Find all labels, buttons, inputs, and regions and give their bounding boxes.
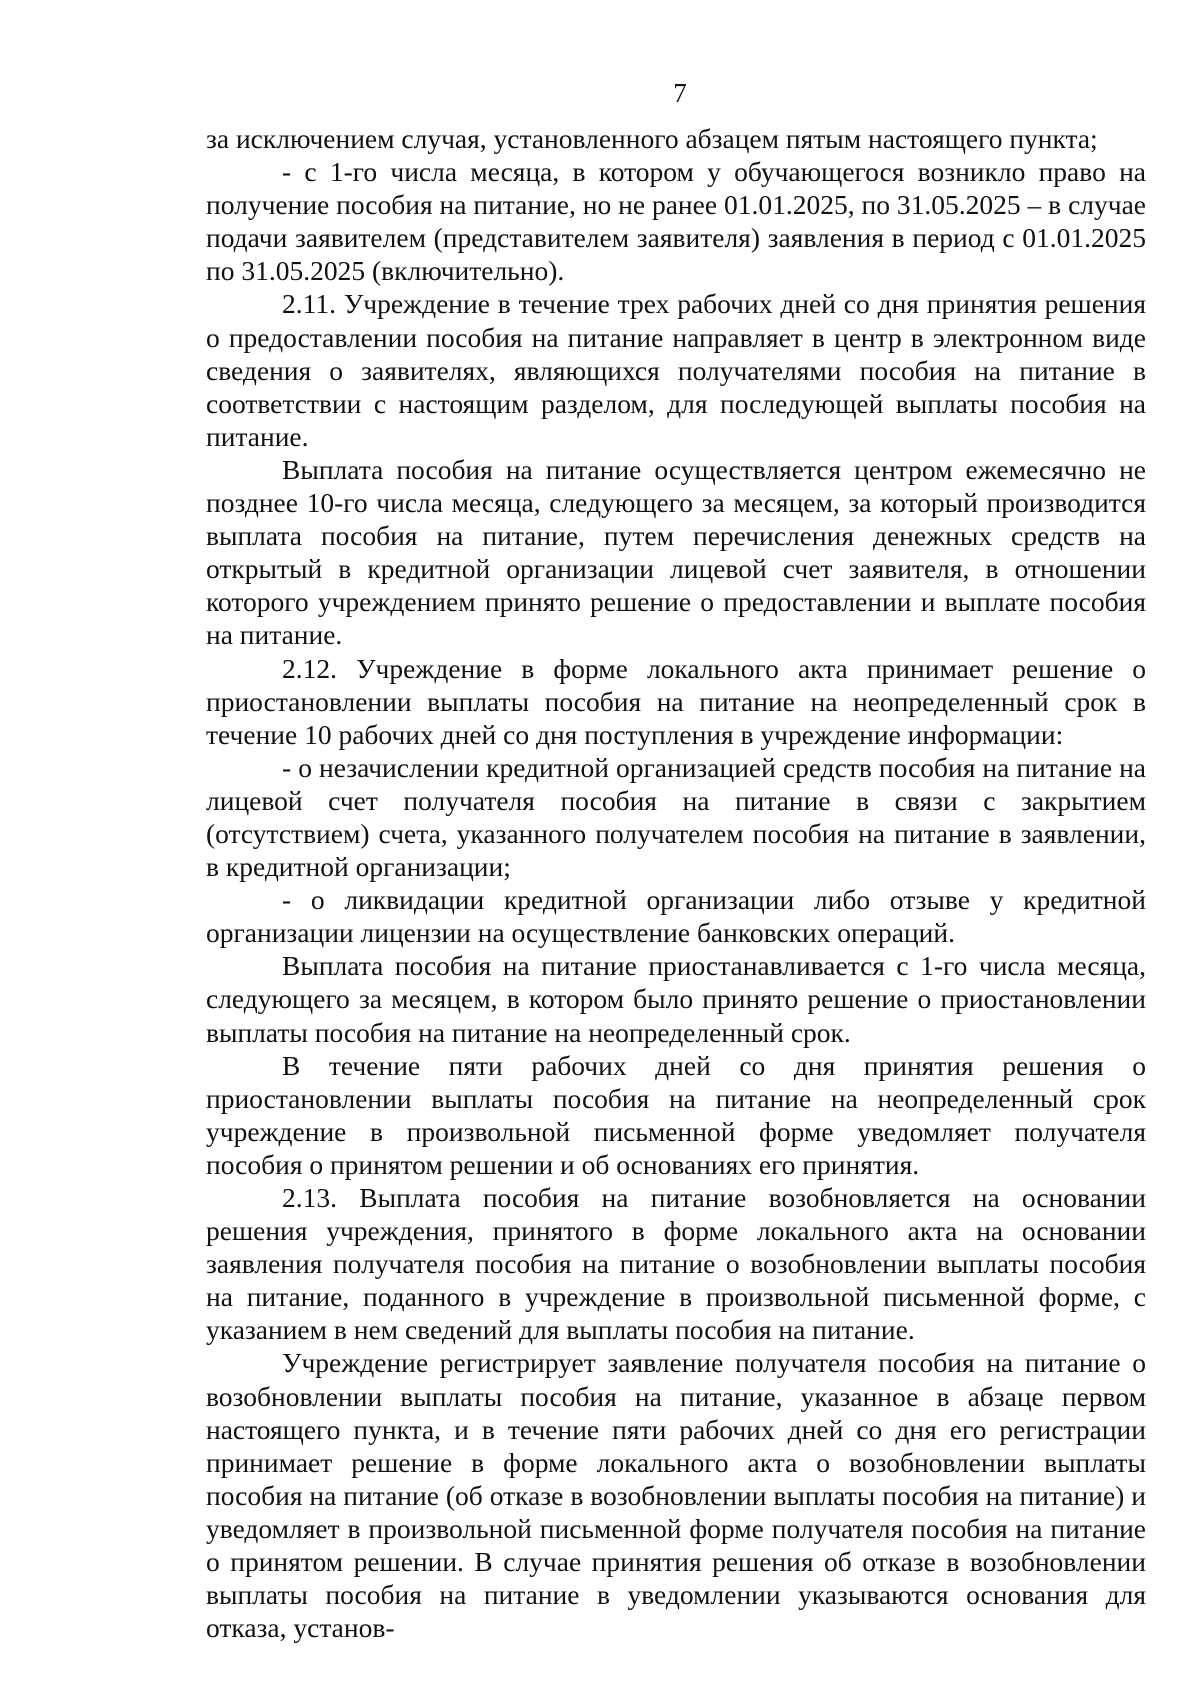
- document-body: [206, 122, 1146, 1644]
- paragraph: - о ликвидации кредитной организации либо отзыве у кредитной организации лицензии на осуществление банковских операций.: [206, 884, 1146, 949]
- paragraph-2-11: 2.11. Учреждение в течение трех рабочих дней со дня принятия решения о предоставлении пособия на питание направляет в центр в электронном виде сведения о заявителях, являющихся получателями пособия на питание в соответствии с настоящим разделом, для последующей выплаты пособия на питание.: [206, 288, 1146, 452]
- paragraph: - о незачислении кредитной организацией средств пособия на питание на лицевой счет получателя пособия на питание в связи с закрытием (отсутствием) счета, указанного получателем пособия на питание в заявлении, в кредитной организации;: [206, 751, 1146, 883]
- paragraph: Выплата пособия на питание приостанавливается с 1-го числа месяца, следующего за месяцем, в котором было принято решение о приостановлении выплаты пособия на питание на неопределенный срок.: [206, 950, 1146, 1048]
- page-number: 7: [673, 78, 687, 108]
- paragraph: - с 1-го числа месяца, в котором у обучающегося возникло право на получение пособия на питание, но не ранее 01.01.2025, по 31.05.2025 – в случае подачи заявителем (представителем заявителя) заявления в период с 01.01.2025 по 31.05.2025 (включительно).: [206, 156, 1146, 287]
- paragraph: Выплата пособия на питание осуществляется центром ежемесячно не позднее 10-го числа месяца, следующего за месяцем, за который производится выплата пособия на питание, путем перечисления денежных средств на открытый в кредитной организации лицевой счет заявителя, в отношении которого учреждением принято решение о предоставлении и выплате пособия на питание.: [206, 453, 1146, 651]
- paragraph: В течение пяти рабочих дней со дня принятия решения о приостановлении выплаты пособия на питание на неопределенный срок учреждение в произвольной письменной форме уведомляет получателя пособия о принятом решении и об основаниях его принятия.: [206, 1049, 1146, 1180]
- paragraph: Учреждение регистрирует заявление получателя пособия на питание о возобновлении выплаты пособия на питание, указанное в абзаце первом настоящего пункта, и в течение пяти рабочих дней со дня его регистрации принимает решение в форме локального акта о возобновлении выплаты пособия на питание (об отказе в возобновлении выплаты пособия на питание) и уведомляет в произвольной письменной форме получателя пособия на питание о принятом решении. В случае принятия решения об отказе в возобновлении выплаты пособия на питание в уведомлении указываются основания для отказа, установ-: [206, 1347, 1146, 1644]
- paragraph-2-13: 2.13. Выплата пособия на питание возобновляется на основании решения учреждения, принятого в форме локального акта на основании заявления получателя пособия на питание о возобновлении выплаты пособия на питание, поданного в учреждение в произвольной письменной форме, с указанием в нем сведений для выплаты пособия на питание.: [206, 1182, 1146, 1346]
- paragraph-2-12: 2.12. Учреждение в форме локального акта принимает решение о приостановлении выплаты пособия на питание на неопределенный срок в течение 10 рабочих дней со дня поступления в учреждение информации:: [206, 652, 1146, 750]
- paragraph: за исключением случая, установленного абзацем пятым настоящего пункта;: [206, 123, 1098, 154]
